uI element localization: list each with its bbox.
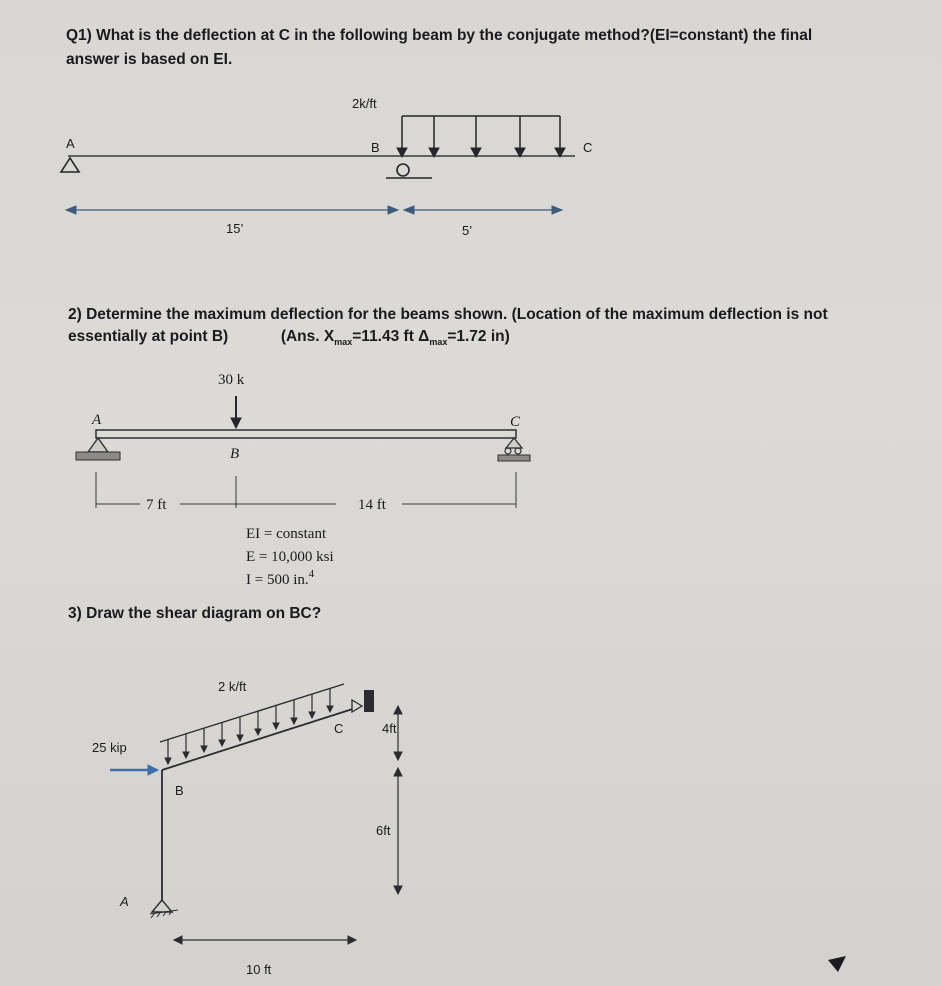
q1-label-b: B bbox=[371, 140, 380, 155]
q3-roller-support-icon bbox=[352, 690, 374, 712]
q2-label-a: A bbox=[92, 412, 102, 428]
q3-dim-6ft: 6ft bbox=[376, 823, 391, 838]
q3-dim-4ft: 4ft bbox=[382, 721, 397, 736]
q1-question-line2: answer is based on EI. bbox=[66, 51, 233, 68]
q3-horizontal-dimension bbox=[174, 936, 356, 944]
q1-load-label: 2k/ft bbox=[352, 96, 377, 111]
q2-question-line2-text: essentially at point B) bbox=[68, 328, 229, 345]
q1-label-a: A bbox=[66, 136, 75, 151]
q3-inclined-member-bc bbox=[162, 706, 362, 770]
q3-force-label: 25 kip bbox=[92, 740, 127, 755]
q2-dim-ab: 7 ft bbox=[146, 497, 167, 513]
q2-label-c: C bbox=[510, 414, 521, 430]
cursor-icon bbox=[828, 956, 846, 972]
q2-answer: (Ans. $X_{max}=11.43$ ft $\Delta_{max}=1.72$ in) bbox=[280, 328, 510, 348]
q1-dim-bc: 5’ bbox=[462, 223, 473, 238]
q3-dim-10ft: 10 ft bbox=[246, 962, 272, 977]
q2-load-label: 30 k bbox=[218, 372, 245, 388]
q2-dim-bc: 14 ft bbox=[358, 497, 386, 513]
q3-load-label: 2 k/ft bbox=[218, 679, 247, 694]
q3-pin-support-icon bbox=[150, 900, 178, 918]
q2-ei-label: EI = constant bbox=[246, 526, 327, 542]
q3-label-a: A bbox=[120, 894, 129, 909]
q3-label-c: C bbox=[334, 721, 344, 736]
q3-force-arrow bbox=[110, 765, 158, 775]
q3-question: 3) Draw the shear diagram on BC? bbox=[68, 605, 322, 622]
q3-label-b: B bbox=[175, 783, 184, 798]
q2-i-label: I = 500 in.$^4$ bbox=[246, 568, 315, 588]
q2-question-line1: 2) Determine the maximum deflection for the beams shown. (Location of the maximum deflection is not bbox=[68, 306, 828, 323]
q1-dim-ab: 15’ bbox=[226, 221, 244, 236]
q2-label-b: B bbox=[230, 446, 240, 462]
q1-label-c: C bbox=[583, 140, 593, 155]
q1-question-line1: Q1) What is the deflection at C in the following beam by the conjugate method?(EI=constant) the final bbox=[66, 27, 813, 44]
q2-e-label: E = 10,000 ksi bbox=[246, 549, 334, 565]
q3-distributed-load bbox=[160, 684, 344, 764]
